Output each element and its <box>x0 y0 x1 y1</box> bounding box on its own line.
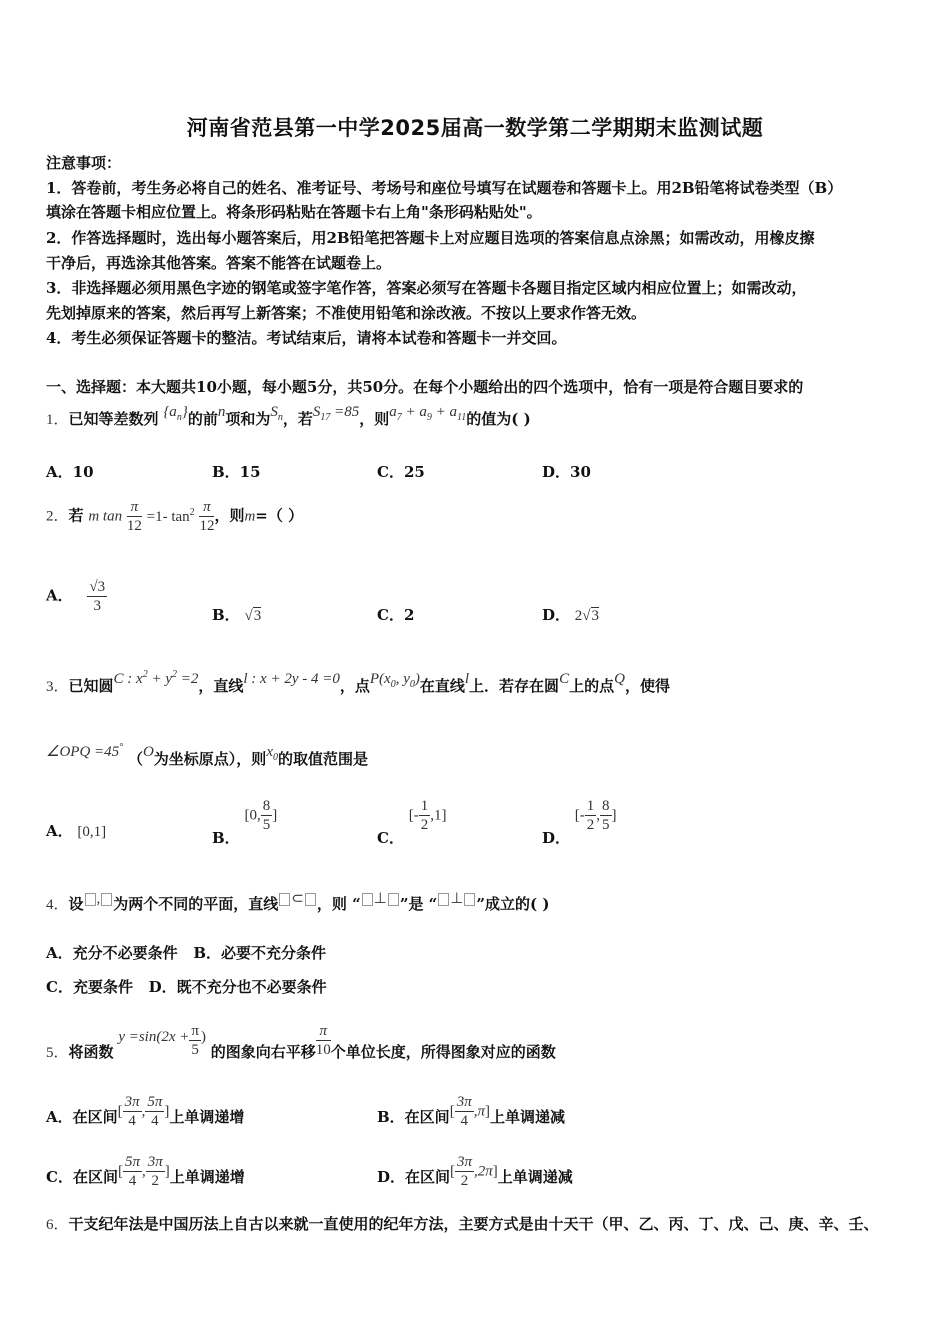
q3-O: O <box>142 744 154 760</box>
question-5 <box>46 1016 556 1061</box>
q2-m: m <box>244 508 256 525</box>
question-1 <box>46 404 531 431</box>
q6-number: 6． <box>46 1217 69 1233</box>
q1-seq: $\{a_n\}$ <box>163 404 188 423</box>
q1-text-2: 的前 <box>187 410 218 428</box>
q5-option-d: D．在区间[ $\frac{3\pi}{2}$ ,2π]上单调递减 <box>377 1154 573 1189</box>
q4-options-row-2 <box>46 976 327 997</box>
q2-text-1: 若 <box>68 506 84 525</box>
missing-glyph-icon <box>305 893 316 906</box>
q5-text-3: 个单位长度，所得图象对应的函数 <box>330 1042 556 1061</box>
q5-frac-pi-10: $\frac{\pi}{10}$ <box>315 1023 331 1058</box>
missing-glyph-icon <box>85 893 96 906</box>
q4-number: 4． <box>46 897 69 913</box>
q1-option-c: C．25 <box>377 463 425 481</box>
q1-option-a: A．10 <box>46 463 94 481</box>
q5-frac-pi-5: $\frac{\pi}{5}$ <box>191 1023 199 1058</box>
q1-text-5: ，则 <box>359 410 390 428</box>
q3-Q: Q <box>614 671 625 687</box>
q4-text-1: 设 <box>68 895 84 913</box>
q4-text-2: 为两个不同的平面，直线 <box>113 895 279 913</box>
q1-condition: $S_{17} =85$ <box>312 404 360 423</box>
missing-glyph-icon <box>464 893 475 906</box>
q4-text-5: ”成立的( ) <box>476 895 550 913</box>
q4-options-row-1 <box>46 942 326 963</box>
q3-text-6: 上的点 <box>569 677 615 695</box>
notice-line-3b: 先划掉原来的答案，然后再写上新答案；不准使用铅笔和涂改液。不按以上要求作答无效。 <box>46 304 647 322</box>
q5-option-b: B．在区间[ $\frac{3\pi}{4}$ ,π]上单调递减 <box>377 1094 565 1129</box>
q6-text: 干支纪年法是中国历法上自古以来就一直使用的纪年方法，主要方式是由十天干（甲、乙、丙、丁、戊、己、庚、辛、壬、 <box>68 1215 879 1233</box>
q2-fraction-2: $\frac{\pi}{12}$ <box>199 499 215 534</box>
missing-glyph-icon <box>388 893 399 906</box>
notice-line-1a: 1．答卷前，考生务必将自己的姓名、准考证号、考场号和座位号填写在试题卷和答题卡上。用2B铅笔将试卷类型（B） <box>46 179 843 197</box>
q3-l: l <box>464 671 470 687</box>
q4-option-c: C．充要条件 <box>46 978 133 996</box>
q3-text-10: 的取值范围是 <box>277 750 368 768</box>
q5-text-1: 将函数 <box>68 1042 114 1061</box>
q3-text-1: 已知圆 <box>68 677 114 695</box>
q2-text-2: ，则 <box>214 506 245 525</box>
notice-line-4: 4．考生必须保证答题卡的整洁。考试结束后，请将本试卷和答题卡一并交回。 <box>46 329 567 347</box>
q3-option-d: D． [- $\frac{1}{2}$ , $\frac{8}{5}$ ] <box>542 798 617 847</box>
missing-glyph-icon <box>279 893 290 906</box>
q2-option-c: C．2 <box>377 606 415 624</box>
q2-text-3: =（ ） <box>255 506 304 525</box>
q1-text-4: ，若 <box>282 410 313 428</box>
question-3 <box>46 669 670 698</box>
q2-m-tan: m tan <box>88 508 123 525</box>
q1-number: 1． <box>46 412 69 428</box>
q3-angle: ∠OPQ =45° <box>46 742 124 760</box>
q3-text-4: 在直线 <box>419 677 465 695</box>
q5-option-c: C．在区间[ $\frac{5\pi}{4}$ , $\frac{3\pi}{2}$ ]上单调递增 <box>46 1154 245 1189</box>
question-2 <box>46 498 303 535</box>
page-title: 河南省范县第一中学2025届高一数学第二学期期末监测试题 <box>186 116 764 140</box>
q3-option-a: A． [0,1] <box>46 822 107 840</box>
q1-option-b: B．15 <box>212 463 261 481</box>
q3-text-5: 上．若存在圆 <box>469 677 560 695</box>
q1-option-d: D．30 <box>542 463 591 481</box>
q4-text-3: ，则 “ <box>316 895 361 913</box>
q3-text-2: ，直线 <box>198 677 244 695</box>
q4-option-b: B．必要不充分条件 <box>193 944 326 962</box>
q3-line-eq: l : x + 2y - 4 =0 <box>243 671 340 687</box>
notice-heading: 注意事项： <box>46 154 122 172</box>
notice-line-1b: 填涂在答题卡相应位置上。将条形码粘贴在答题卡右上角"条形码粘贴处"。 <box>46 203 542 221</box>
q5-function: y =sin(2x + <box>118 1028 190 1045</box>
missing-glyph-icon <box>438 893 449 906</box>
q1-sum: $a_7 + a_9 + a_{11}$ <box>389 404 467 423</box>
q5-option-a: A．在区间[ $\frac{3\pi}{4}$ , $\frac{5\pi}{4}$ ]上单调递增 <box>46 1094 245 1129</box>
question-3-cont <box>46 742 368 771</box>
q3-number: 3． <box>46 679 69 695</box>
q2-equation: =1- $\tan^2$ <box>146 506 195 525</box>
q5-text-2: 的图象向右平移 <box>210 1042 316 1061</box>
q3-option-b: B． [0, $\frac{8}{5}$ ] <box>212 798 278 847</box>
missing-glyph-icon <box>362 893 373 906</box>
question-4: 4．设 , 为两个不同的平面，直线 ⊂ ，则 “ ⊥ ”是 “ ⊥ ”成立的( ) <box>46 891 550 913</box>
q4-option-a: A．充分不必要条件 <box>46 944 178 962</box>
q3-text-9: 为坐标原点），则 <box>153 750 267 768</box>
q3-point: $P(x_0$, $y_0$) <box>369 671 420 690</box>
missing-glyph-icon <box>101 893 112 906</box>
q2-number: 2． <box>46 508 69 525</box>
question-6 <box>46 1213 879 1234</box>
q2-fraction-1: $\frac{\pi}{12}$ <box>126 499 142 534</box>
q3-option-c: C． [- $\frac{1}{2}$ ,1] <box>377 798 447 847</box>
section-heading: 一、选择题：本大题共10小题，每小题5分，共50分。在每个小题给出的四个选项中，恰有一项是符合题目要求的 <box>46 378 804 396</box>
q1-text-1: 已知等差数列 <box>68 410 159 428</box>
q1-text-3: 项和为 <box>225 410 271 428</box>
q5-number: 5． <box>46 1044 69 1061</box>
q5-paren: ) <box>200 1028 206 1045</box>
q1-Sn: $S_n$ <box>270 404 283 423</box>
notice-line-2a: 2．作答选择题时，选出每小题答案后，用2B铅笔把答题卡上对应题目选项的答案信息点涂黑；如需改动，用橡皮擦 <box>46 229 815 247</box>
q3-text-8: （ <box>127 750 143 768</box>
q3-text-3: ，点 <box>339 677 370 695</box>
q4-text-4: ”是 “ <box>399 895 438 913</box>
q4-option-d: D．既不充分也不必要条件 <box>148 978 327 996</box>
q3-circle: C : $x^2 + y^2 =2$ <box>113 669 199 687</box>
notice-line-2b: 干净后，再选涂其他答案。答案不能答在试题卷上。 <box>46 254 392 272</box>
q1-text-6: 的值为( ) <box>466 410 531 428</box>
q3-C: C <box>559 671 570 687</box>
q3-text-7: ，使得 <box>624 677 670 695</box>
q1-n: n <box>217 404 226 420</box>
q2-option-a: A． $\frac{√3}{3}$ <box>46 579 106 614</box>
notice-line-3a: 3．非选择题必须用黑色字迹的钢笔或签字笔作答，答案必须写在答题卡各题目指定区域内相应位置上；如需改动， <box>46 279 807 297</box>
q2-option-d: D． 2√3 <box>542 606 600 624</box>
q2-option-b: B． √3 <box>212 606 262 624</box>
q3-x0: $x_0$ <box>266 744 278 763</box>
